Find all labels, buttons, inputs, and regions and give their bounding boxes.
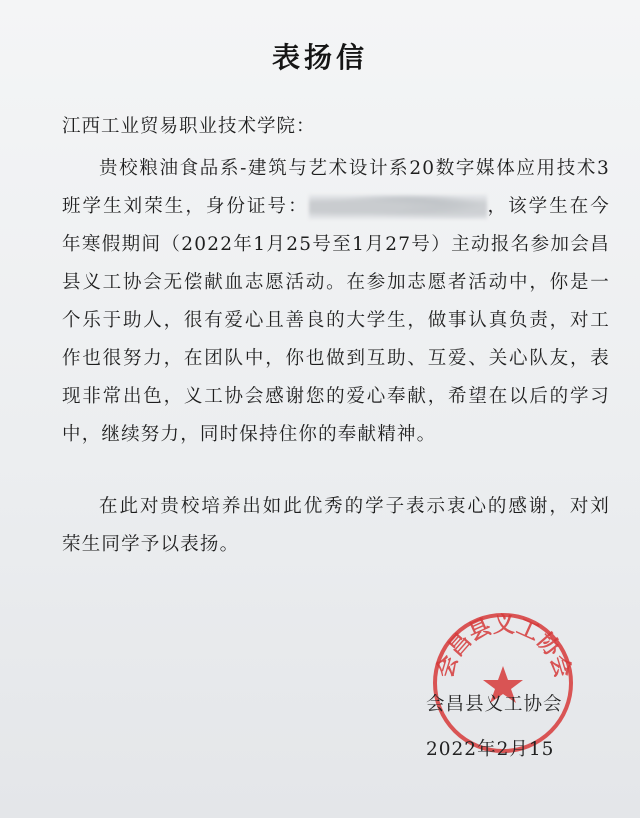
letter-title: 表扬信 bbox=[271, 41, 368, 74]
letter-paragraph-1 bbox=[62, 150, 610, 454]
letter-salutation: 江西工业贸易职业技术学院： bbox=[62, 116, 316, 137]
paragraph-1-intro: 贵校粮油食品系-建筑与艺术设计系20数字媒体应用技术3班学生刘荣生，身份证号： bbox=[62, 158, 610, 217]
redacted-id-number bbox=[309, 195, 487, 219]
signer-name: 会昌县义工协会 bbox=[426, 694, 563, 715]
letter-date: 2022年2月15 bbox=[426, 739, 555, 760]
paragraph-1-body: ，该学生在今年寒假期间（2022年1月25号至1月27号）主动报名参加会昌县义工协会无偿献血志愿活动。在参加志愿者活动中，你是一个乐于助人，很有爱心且善良的大学生，做事认真负责，对工作也很努力，在团队中，你也做到互助、互爱、关心队友，表现非常出色，义工协会感谢您的爱心奉献，希望在以后的学习中，继续努力，同时保持住你的奉献精神。 bbox=[62, 196, 611, 445]
seal-text: 会昌县义工协会 bbox=[432, 612, 576, 681]
letter-paragraph-2: 在此对贵校培养出如此优秀的学子表示衷心的感谢，对刘荣生同学予以表扬。 bbox=[62, 496, 610, 555]
